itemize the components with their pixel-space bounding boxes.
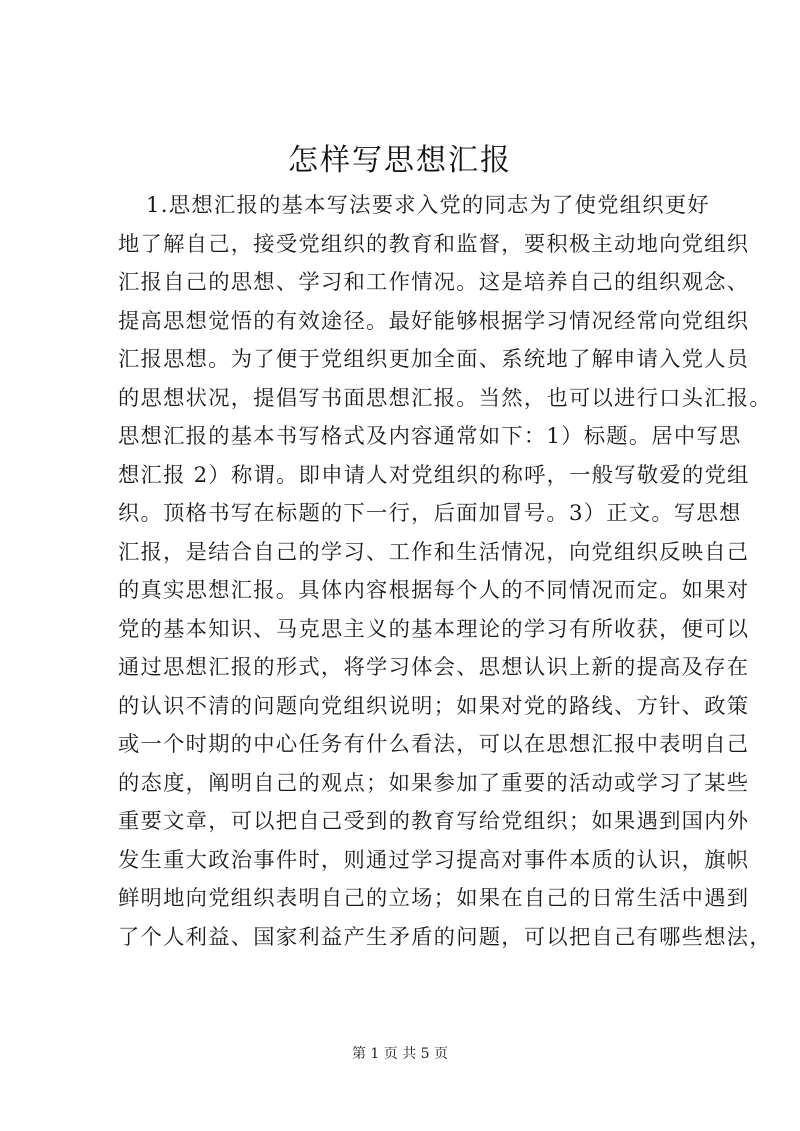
document-title: 怎样写思想汇报 [288,143,512,178]
body-line: 或一个时期的中心任务有什么看法，可以在思想汇报中表明自己 [118,732,750,757]
body-line: 想汇报 2）称谓。即申请人对党组织的称呼，一般写敬爱的党组 [118,462,750,488]
body-line: 思想汇报的基本书写格式及内容通常如下：1）标题。居中写思 [118,424,742,449]
body-line: 了个人利益、国家利益产生矛盾的问题，可以把自己有哪些想法， [118,924,772,950]
page-indicator: 第 1 页 共 5 页 [351,1046,449,1062]
body-line: 党的基本知识、马克思主义的基本理论的学习有所收获，便可以 [118,616,750,642]
body-line: 提高思想觉悟的有效途径。最好能够根据学习情况经常向党组织 [118,308,750,334]
body-line: 的思想状况，提倡写书面思想汇报。当然，也可以进行口头汇报。 [118,385,772,411]
body-line: 汇报，是结合自己的学习、工作和生活情况，向党组织反映自己 [118,539,750,565]
body-line: 重要文章，可以把自己受到的教育写给党组织；如果遇到国内外 [118,809,750,834]
body-line: 的认识不清的问题向党组织说明；如果对党的路线、方针、政策 [118,693,750,719]
body-line: 1.思想汇报的基本写法要求入党的同志为了使党组织更好 [146,193,710,218]
body-line: 的真实思想汇报。具体内容根据每个人的不同情况而定。如果对 [118,578,750,603]
body-line: 通过思想汇报的形式，将学习体会、思想认识上新的提高及存在 [118,655,750,680]
body-line: 地了解自己，接受党组织的教育和监督，要积极主动地向党组织 [118,231,750,257]
body-line: 汇报自己的思想、学习和工作情况。这是培养自己的组织观念、 [118,270,750,295]
body-line: 鲜明地向党组织表明自己的立场；如果在自己的日常生活中遇到 [118,886,750,911]
body-line: 的态度，阐明自己的观点；如果参加了重要的活动或学习了某些 [118,770,750,796]
body-line: 织。顶格书写在标题的下一行，后面加冒号。3）正文。写思想 [118,501,742,526]
body-line: 发生重大政治事件时，则通过学习提高对事件本质的认识，旗帜 [118,847,750,873]
document-body [118,187,772,957]
body-line: 汇报思想。为了便于党组织更加全面、系统地了解申请入党人员 [118,347,750,372]
